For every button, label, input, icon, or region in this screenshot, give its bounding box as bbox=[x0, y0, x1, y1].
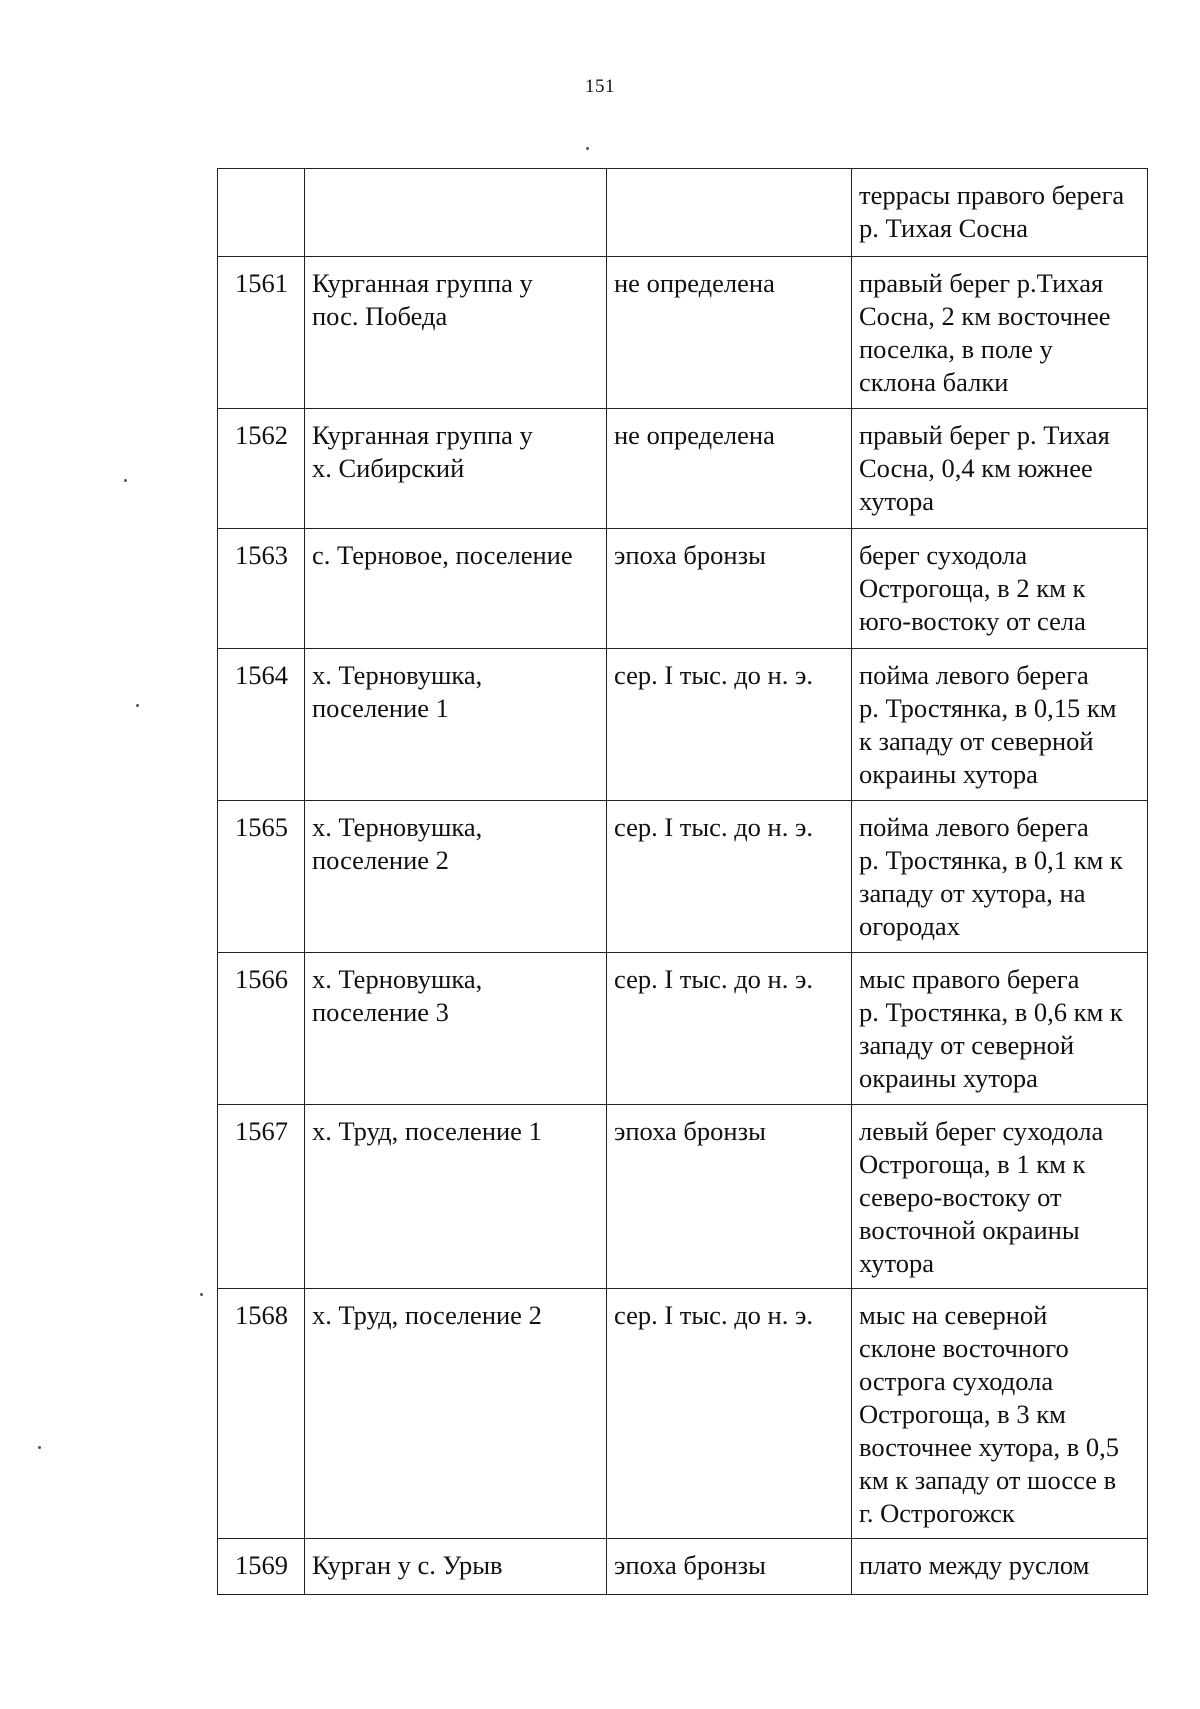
monument-location: мыс на северной склоне восточного острога суходола Острогоща, в 3 км восточнее хутора, в 0,5 км к западу от шоссе в г. Острогожск bbox=[852, 1289, 1148, 1539]
row-number: 1569 bbox=[218, 1539, 305, 1595]
table-row bbox=[218, 953, 1148, 1105]
monument-name: с. Терновое, поселение bbox=[305, 529, 607, 649]
monument-dating: не определена bbox=[607, 257, 852, 409]
monument-dating: сер. I тыс. до н. э. bbox=[607, 801, 852, 953]
monument-dating: сер. I тыс. до н. э. bbox=[607, 1289, 852, 1539]
monument-location: террасы правого берега р. Тихая Сосна bbox=[852, 169, 1148, 257]
table-row bbox=[218, 529, 1148, 649]
row-number: 1565 bbox=[218, 801, 305, 953]
monument-location: левый берег суходола Острогоща, в 1 км к северо-востоку от восточной окраины хутора bbox=[852, 1105, 1148, 1289]
row-number: 1564 bbox=[218, 649, 305, 801]
monument-name: х. Терновушка, поселение 3 bbox=[305, 953, 607, 1105]
table-row bbox=[218, 801, 1148, 953]
monument-location: пойма левого берега р. Тростянка, в 0,15 км к западу от северной окраины хутора bbox=[852, 649, 1148, 801]
scan-speck bbox=[586, 147, 589, 150]
monument-name: х. Терновушка, поселение 1 bbox=[305, 649, 607, 801]
monument-location: плато между руслом bbox=[852, 1539, 1148, 1595]
table-row bbox=[218, 1539, 1148, 1595]
row-number: 1563 bbox=[218, 529, 305, 649]
monument-location: правый берег р.Тихая Сосна, 2 км восточнее поселка, в поле у склона балки bbox=[852, 257, 1148, 409]
monument-name: х. Труд, поселение 2 bbox=[305, 1289, 607, 1539]
monument-dating: эпоха бронзы bbox=[607, 1105, 852, 1289]
monument-dating bbox=[607, 169, 852, 257]
row-number bbox=[218, 169, 305, 257]
monument-location: правый берег р. Тихая Сосна, 0,4 км южнее хутора bbox=[852, 409, 1148, 529]
page-number: 151 bbox=[585, 76, 615, 97]
monument-dating: сер. I тыс. до н. э. bbox=[607, 649, 852, 801]
monument-name: Курган у с. Урыв bbox=[305, 1539, 607, 1595]
monument-name: х. Терновушка, поселение 2 bbox=[305, 801, 607, 953]
monument-name: Курганная группа у х. Сибирский bbox=[305, 409, 607, 529]
table-row bbox=[218, 409, 1148, 529]
table-row bbox=[218, 169, 1148, 257]
table-row bbox=[218, 649, 1148, 801]
monument-name: х. Труд, поселение 1 bbox=[305, 1105, 607, 1289]
monument-location: берег суходола Острогоща, в 2 км к юго-востоку от села bbox=[852, 529, 1148, 649]
row-number: 1567 bbox=[218, 1105, 305, 1289]
monument-name bbox=[305, 169, 607, 257]
monument-dating: не определена bbox=[607, 409, 852, 529]
table-row bbox=[218, 1289, 1148, 1539]
row-number: 1562 bbox=[218, 409, 305, 529]
monument-dating: эпоха бронзы bbox=[607, 1539, 852, 1595]
monument-dating: сер. I тыс. до н. э. bbox=[607, 953, 852, 1105]
scan-speck bbox=[38, 1446, 41, 1449]
monuments-table bbox=[217, 168, 1148, 1595]
monument-name: Курганная группа у пос. Победа bbox=[305, 257, 607, 409]
scan-speck bbox=[200, 1293, 203, 1296]
row-number: 1568 bbox=[218, 1289, 305, 1539]
row-number: 1561 bbox=[218, 257, 305, 409]
monument-location: мыс правого берега р. Тростянка, в 0,6 км к западу от северной окраины хутора bbox=[852, 953, 1148, 1105]
table-row bbox=[218, 1105, 1148, 1289]
table-row bbox=[218, 257, 1148, 409]
monument-dating: эпоха бронзы bbox=[607, 529, 852, 649]
row-number: 1566 bbox=[218, 953, 305, 1105]
monument-location: пойма левого берега р. Тростянка, в 0,1 км к западу от хутора, на огородах bbox=[852, 801, 1148, 953]
scan-speck bbox=[136, 704, 139, 707]
scan-speck bbox=[124, 479, 127, 482]
